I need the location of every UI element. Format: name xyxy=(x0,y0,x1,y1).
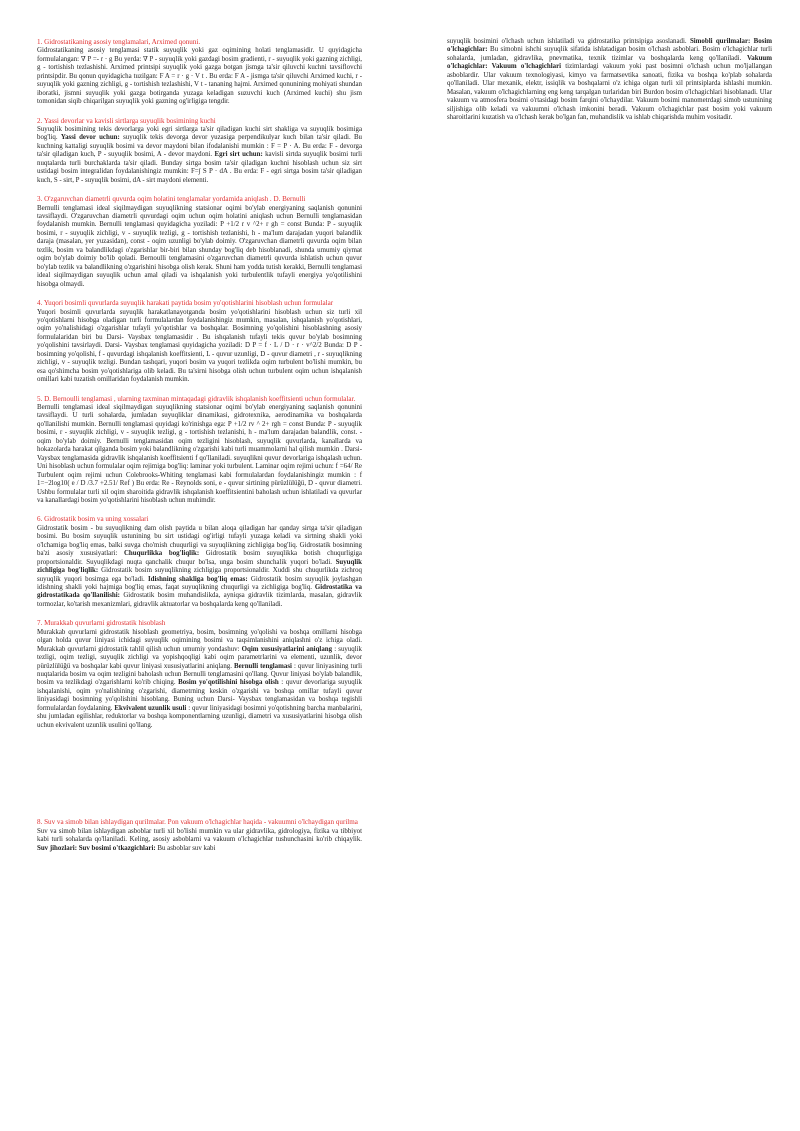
bold-term: Egri sirt uchun: xyxy=(214,151,263,159)
section-body xyxy=(37,629,362,730)
bold-term: Bernulli tenglamasi xyxy=(234,662,292,670)
body-text: suyuqlik bosimini o'lchash uchun ishlatiladi va gidrostatika printsipiga asoslanadi. xyxy=(447,38,690,45)
section-2 xyxy=(37,117,362,186)
left-column xyxy=(37,38,362,863)
section-heading: 6. Gidrostatik bosim va uning xossalari xyxy=(37,515,149,524)
bold-term: Chuqurlikka bog'liqlik: xyxy=(123,550,200,558)
section-body xyxy=(37,309,362,385)
bold-term: Ekvivalent uzunlik usuli xyxy=(114,704,187,712)
section-heading: 2. Yassi devorlar va kavisli sirtlarga suyuqlik bosimining kuchi xyxy=(37,116,216,125)
body-text: Gidrostatik bosim suyuqlikka botish chuqurligiga proportsionaldir. Suyuqlikdagi nuqta qanchalik chuqur bo'lsa, unga bosim shunchalik yuqori bo'ladi. xyxy=(37,550,362,566)
section-body xyxy=(37,47,362,106)
body-text: Murakkab quvurlarni gidrostatik hisoblash geometriya, bosim, bosimning yo'qolishi va boshqa omillarni hisobga olgan holda quvur liniyasi ichidagi suyuqlik oqimining bosimi va taqsimlanishini aniqlashni o'z ichiga oladi. Murakkab quvurlarni gidrostatik tahlil qilish uchun umumiy yondashuv: xyxy=(37,628,362,653)
section-5 xyxy=(37,395,362,506)
bold-term: Yassi devor uchun: xyxy=(60,134,120,142)
bold-term: Idishning shakliga bog'liq emas: xyxy=(147,575,248,583)
bold-term: Vakuum o'lchagichlar: Vakuum o'lchagichlari xyxy=(447,54,772,71)
body-text: Yuqori bosimli quvurlarda suyuqlik harakatlanayotganda bosim yo'qotishlarini hisoblash uchun siz turli xil yo'qotishlarni hisobga oladigan turli formulalardan foydalanishingiz mumkin, masalan, ishqalanish yo'qotishlari, oqim yo'nalishidagi o'zgarishlar tufayli yo'qotishlar va boshqalar. Bosimning yo'qolishini hisoblashning asosiy formulalaridan biri bu Darsi- Vaysbax tenglamasidir . Bu ishqalanish tufayli tekis quvur bo'ylab bosimning yo'qolishini tavsirlaydi. Darsi- Vaysbax tenglamasi quyidagicha yoziladi: D P = f · L / D · r · v^2/2 Bunda: D P - bosimning yo'qolishi, f - quvurdagi ishqalanish koeffitsienti, L - quvur uzunligi, D - quvur diametri , r - suyuqlikning zichligi, v - suyuqlik tezligi. Bundan tashqari, yuqori bosim va yuqori tezlikda oqim turbulent bo'lishi mumkin, bu esa qo'shimcha bosim yo'qotishlariga olib keladi. Bu ta'sirni hisobga olish uchun turbulent oqim uchun ishqalanish omillari kabi tuzatish omillaridan foydalanish mumkin. xyxy=(37,308,362,384)
section-body xyxy=(447,38,772,123)
body-text: Suyuqlik bosimining tekis devorlarga yoki egri sirtlarga ta'sir qiladigan kuchi sirt shakliga va suyuqlik bosimiga bog'liq. xyxy=(37,125,362,142)
bold-term: Simobli qurilmalar: Bosim o'lchagichlar: xyxy=(447,38,772,54)
body-text: : quvur devorlariga suyuqlik ishqalanishi, oqim yo'nalishining o'zgarishi, diametrning keskin o'zgarishi va boshqa omillar tufayli quvur liniyasidagi bosimning yo'qolishini hisoblang. Buning uchun Darsi- Vaysbax tenglamasidan va boshqa tegishli formulalardan foydalaning. xyxy=(37,679,362,712)
section-body xyxy=(37,205,362,290)
body-text: Gidrostatik bosim - bu suyuqlikning dam olish paytida u bilan aloqa qiladigan har qanday sirtga ta'sir qiladigan bosimi. Bu bosim suyuqlik ustunining bu sirt ustidagi og'irligi tufayli yuzaga keladi va sirtning shakli yoki o'lchamiga bog'liq emas, balki suvga cho'mish chuqurligi va suyuqlikning zichligiga bog'liq. Gidrostatik bosimning ba'zi asosiy xususiyatlari: xyxy=(37,524,362,558)
bold-term: Suv jihozlari: Suv bosimi o'tkazgichlari: xyxy=(37,844,156,852)
bold-term: Gidrostatika va gidrostatikada qo'llanilishi: xyxy=(37,584,362,600)
bold-term: Oqim xususiyatlarini aniqlang xyxy=(241,645,333,653)
section-heading: 4. Yuqori bosimli quvurlarda suyuqlik harakati paytida bosim yo'qotishlarini hisoblash uchun formulalar xyxy=(37,299,334,308)
body-text: Suv va simob bilan ishlaydigan asboblar turli xil bo'lishi mumkin va ular gidravlika, gidrologiya, fizika va tibbiyot kabi turli sohalarda qo'llaniladi. Keling, asosiy asboblarni va vakuum o'lchagichlar tushunchasini ko'rib chiqaylik. xyxy=(37,827,362,844)
section-6 xyxy=(37,515,362,609)
body-text: Gidrostatik bosim suyuqlikning zichligiga proportsionaldir. Xuddi shu chuqurlikda zichroq suyuqlik yuqori bosimga ega bo'ladi. xyxy=(37,567,363,583)
body-text: : suyuqlik tezligi, oqim tezligi, suyuqlik zichligi va yopishqoqligi kabi oqim parametrlarini va elementi, uzunlik, devor pürüzlülüğü va boshqalar kabi quvur liniyasi xususiyatlarini aniqlang. xyxy=(37,645,362,670)
section-body xyxy=(37,126,362,185)
body-text: Gidrostatik bosim suyuqlik joylashgan idishning shakli yoki hajmiga bog'liq emas, faqat suyuqlikning chuqurligi va zichligiga bog'liq. xyxy=(37,575,362,591)
section-7 xyxy=(37,619,362,730)
section-heading: 7. Murakkab quvurlarni gidrostatik hisoblash xyxy=(37,619,166,628)
body-text: Gidrostatikaning asosiy tenglamasi statik suyuqlik yoki gaz oqimining holati tenglamasidir. U quyidagicha formulalangan: ∇ P =- r · g Bu yerda: ∇ P - suyuqlik yoki gazdagi bosim gradienti, r - suyuqlik yoki gazning zichligi, g - tortishish tezlashishi. Arximed printsipi suyuqlik yoki gazga botgan jismga ta'sir qiluvchi kuchni tavsiflovchi printsipdir. Bu qonun quyidagicha tuzilgan: F A = r · g · V t . Bu erda: F A - jismga ta'sir qiluvchi Arximed kuchi, r - suyuqlik yoki gazning zichligi, g - tortishish tezlashishi, V t - tananing hajmi. Arximed qonunining mohiyati shundan iboratki, jismni suyuqlik yoki gazga botirganda yuzaga keladigan suzuvchi kuch (Arximed kuchi) shu jism tomonidan siqib chiqarilgan suyuqlik yoki gazning og'irligiga tengdir. xyxy=(37,47,362,106)
body-text: suyuqlik tekis devorga devor yuzasiga perpendikulyar kuch bilan ta'sir qiladi. Bu kuchning kattaligi suyuqlik bosimi va devor maydoni bilan ifodalanishi mumkin : F = P · A. Bu erda: F - devorga ta'sir qiladigan kuch, P - suyuqlik bosimi, A - devor maydoni. xyxy=(37,134,362,159)
bold-term: Bosim yo'qotilishini hisobga olish xyxy=(178,679,279,687)
bold-term: Suyuqlik zichligiga bog'liqlik: xyxy=(37,558,362,575)
section-4 xyxy=(37,299,362,384)
section-8 xyxy=(37,818,362,853)
body-text: Bu asboblar suv kabi xyxy=(155,844,216,852)
section-body xyxy=(37,525,362,610)
section-body xyxy=(37,404,362,505)
body-text: tizimlardagi vakuum yoki past bosimni o'lchash uchun mo'ljallangan asboblardir. Ular vakuum texnologiyasi, kimyo va farmatsevtika sanoati, fizika va boshqa ko'plab sohalarda qo'llaniladi. Ular mexanik, elektr, issiqlik va boshqalarni o'z ichiga olgan turli xil printsiplarda ishlashi mumkin. Masalan, vakuum o'lchagichlarning eng keng tarqalgan turlaridan biri Burdon bosim o'lchagichlari hisoblanadi. Ular vakuum va atmosfera bosimi o'rtasidagi bosim farqini o'lchaydilar. Vakuum bosimi manometrdagi simob ustunining siljishiga olib keladi va vakuumni o'lchash imkonini beradi. Vakuum o'lchagichlar past bosim yoki vakuum sharoitlarini kuzatish va o'lchash kerak bo'lgan fan, muhandislik va ishlab chiqarishda muhim vositadir. xyxy=(447,63,772,122)
body-text: Gidrostatik bosim muhandislikda, ayniqsa gidravlik tizimlarda, masalan, gidravlik tormozlar, ko'tarish mexanizmlari, gidravlik aktuatorlar va boshqalarda keng qo'llaniladi. xyxy=(37,592,362,608)
body-text: kavisli sirtda suyuqlik bosimi turli nuqtalarda turli burchaklarda ta'sir qiladi. Bunday sirtga bosim ta'sir qiladigan kuchni hisoblash uchun siz sirt ustidagi bosim integralidan foydalanishingiz mumkin: F=∫ S P · dA . Bu erda: F - egri sirtga bosim ta'sir qiladigan kuch, S - sirt, P - suyuqlik bosimi, dA - sirt maydoni elementi. xyxy=(37,151,362,184)
section-3 xyxy=(37,195,362,289)
section-heading: 3. O'zgaruvchan diametrli quvurda oqim holatini tenglamalar yordamida aniqlash . D. Bernulli xyxy=(37,195,306,204)
right-column xyxy=(447,38,772,133)
section-1 xyxy=(37,38,362,107)
section-body xyxy=(37,828,362,853)
body-text: Bernulli tenglamasi ideal siqilmaydigan suyuqlikning statsionar oqimi bo'ylab energiyaning saqlanish qonunini tavsiflaydi. O'zgaruvchan diametrli quvurdagi oqim uchun oqim holatini aniqlash uchun Bernulli tenglamasidan foydalanish mumkin. Bernulli tenglamasi quyidagicha yoziladi: P +1/2 r v ^2+ r gh = const Bunda: P - suyuqlik bosimi, r - suyuqlik zichligi, v - suyuqlik tezligi, g - tortishish tezlanishi, h - ma'lum darajadan yuqori balandlik daraja (masalan, yer yuzasidan), const - oqim uzunligi bo'ylab doimiy. O'zgaruvchan diametrli quvurda oqim bilan tezlik, bosim va balandlikdagi o'zgarishlar bir-biri bilan shunday bog'liq deb hisoblanadi, shunda umumiy qiymat oqim bo'ylab doimiy bo'lib qoladi. Bernoulli tenglamasini o'zgaruvchan diametrli quvurda ishlatish uchun quvur bo'ylab tezlik va balandlikning o'zgarishini hisobga olish kerak. Shuni ham yodda tutish kerakki, Bernulli tenglamasi ideal siqilmaydigan suyuqlik uchun amal qiladi va ishqalanish yoki turbulentlik tufayli energiya yo'qotilishini hisobga olmaydi. xyxy=(37,204,362,288)
section-8-continued xyxy=(447,38,772,123)
blank-space xyxy=(37,740,362,818)
section-heading: 1. Gidrostatikaning asosiy tenglamalari, Arximed qonuni. xyxy=(37,38,201,46)
body-text: Bu simobni ishchi suyuqlik sifatida ishlatadigan bosim o'lchash asboblari. Bosim o'lchagichlar turli sohalarda, jumladan, gidravlika, pnevmatika, texnik tizimlar va boshqalarda keng qo'llaniladi. xyxy=(447,46,772,62)
body-text: Bernulli tenglamasi ideal siqilmaydigan suyuqlikning statsionar oqimi bo'ylab energiyaning saqlanish qonunini tavsiflaydi. U turli sohalarda, jumladan suyuqliklar dinamikasi, gidrotexnika, aerodinamika va boshqalarda qo'llanilishi mumkin. Bernulli tenglamasi quyidagi ko'rinishga ega: P +1/2 rv ^ 2+ rgh = const Bunda: P - suyuqlik bosimi, r - suyuqlik zichligi, v - suyuqlik tezligi, g - tortishish tezlanishi, h - ma'lum darajadan balandlik, const. - oqim bo'ylab doimiy. Bernulli tenglamasidan oqim tezligini hisoblash, suyuqlik quvurlarda, kanallarda va hokazolarda harakat qilganda bosim yoki balandlikning o'zgarishi kabi turli muammolarni hal qilish mumkin . Darsi- Vaysbax tenglamasida gidravlik ishqalanish koeffitsienti f qo'llaniladi. suyuqlikni quvur devorlariga ishqalash uchun. Uni hisoblash uchun formulalar oqim rejimiga bog'liq: laminar yoki turbulent. Laminar oqim rejimi uchun: f =64/ Re Turbulent oqim rejimi uchun Colebrooks-Whiting tenglamasi kabi formulalardan foydalanishingiz mumkin : f 1=−2log10( e / D /3.7 +2.51/ Ref ) Bu erda: Re - Reynolds soni, e - quvur sirtining pürüzlülüğü, D - quvur diametri. Ushbu formulalar turli xil oqim sharoitida gidravlik ishqalanish koeffitsientini baholash uchun ishlatiladi va quvurlar va kanallardagi bosim yo'qotishlarini hisoblash uchun muhimdir. xyxy=(37,403,362,504)
section-heading: 5. D. Bernoulli tenglamasi , ularning taxminan mintaqadagi gidravlik ishqalanish koeffitsienti uchun formulalar. xyxy=(37,394,356,403)
body-text: : quvur liniyasidagi bosimni yo'qotishning barcha manbalarini, shu jumladan egilishlar, reduktorlar va boshqa komponentlarning uzunligi, diametri va xususiyatlarini hisobga olish uchun ekvivalent uzunlik usulini qo'llang. xyxy=(37,704,362,729)
body-text: : quvur liniyasining turli nuqtalarida bosim va oqim tezligini baholash uchun Bernulli tenglamasini qo'llang. Quvur liniyasi bo'ylab balandlik, bosim va tezlikdagi o'zgarishlarni ko'rib chiqing. xyxy=(37,662,363,687)
section-heading: 8. Suv va simob bilan ishlaydigan qurilmalar. Pon vakuum o'lchagichlar haqida - vakuumni o'lchaydigan qurilma xyxy=(37,818,358,827)
